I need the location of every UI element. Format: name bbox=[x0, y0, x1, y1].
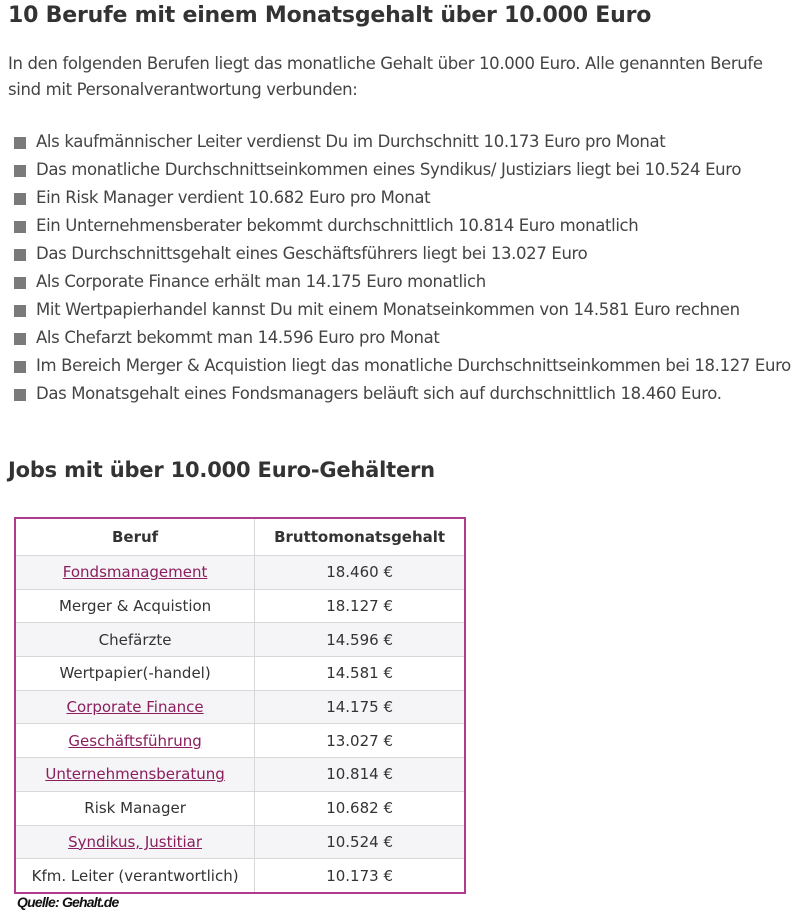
gehalt-cell: 14.596 € bbox=[255, 623, 465, 657]
beruf-cell bbox=[15, 758, 255, 792]
beruf-cell: Chefärzte bbox=[15, 623, 255, 657]
bullet-square-icon bbox=[14, 137, 26, 149]
bullet-square-icon bbox=[14, 249, 26, 261]
table-row bbox=[15, 657, 465, 691]
beruf-cell: Wertpapier(-handel) bbox=[15, 657, 255, 691]
list-item-text: Im Bereich Merger & Acquistion liegt das monatliche Durchschnittseinkommen bei 18.127 Euro bbox=[36, 356, 791, 375]
list-item bbox=[12, 297, 792, 323]
list-item bbox=[12, 241, 792, 267]
salary-table bbox=[14, 517, 466, 894]
table-row bbox=[15, 825, 465, 859]
bullet-square-icon bbox=[14, 221, 26, 233]
list-item bbox=[12, 325, 792, 351]
column-header-gehalt: Bruttomonatsgehalt bbox=[255, 518, 465, 556]
beruf-link[interactable]: Fondsmanagement bbox=[62, 563, 208, 582]
list-item-text: Ein Unternehmensberater bekommt durchschnittlich 10.814 Euro monatlich bbox=[36, 216, 639, 235]
bullet-square-icon bbox=[14, 361, 26, 373]
source-caption: Quelle: Gehalt.de bbox=[17, 894, 119, 910]
table-row bbox=[15, 758, 465, 792]
beruf-link[interactable]: Unternehmensberatung bbox=[45, 765, 225, 784]
beruf-link[interactable]: Syndikus, Justitiar bbox=[68, 832, 203, 851]
table-row bbox=[15, 724, 465, 758]
table-row bbox=[15, 859, 465, 893]
list-item-text: Als Corporate Finance erhält man 14.175 Euro monatlich bbox=[36, 272, 486, 291]
bullet-square-icon bbox=[14, 277, 26, 289]
section-heading: Jobs mit über 10.000 Euro-Gehältern bbox=[8, 458, 435, 482]
beruf-link[interactable]: Corporate Finance bbox=[66, 698, 204, 717]
gehalt-cell: 10.173 € bbox=[255, 859, 465, 893]
salary-bullet-list bbox=[12, 129, 792, 409]
table-row bbox=[15, 589, 465, 623]
bullet-square-icon bbox=[14, 305, 26, 317]
bullet-square-icon bbox=[14, 333, 26, 345]
bullet-square-icon bbox=[14, 165, 26, 177]
table-header-row bbox=[15, 518, 465, 556]
list-item-text: Ein Risk Manager verdient 10.682 Euro pro Monat bbox=[36, 188, 431, 207]
list-item bbox=[12, 353, 792, 379]
bullet-square-icon bbox=[14, 193, 26, 205]
list-item bbox=[12, 381, 792, 407]
beruf-cell bbox=[15, 724, 255, 758]
table-row bbox=[15, 791, 465, 825]
list-item bbox=[12, 185, 792, 211]
column-header-beruf: Beruf bbox=[15, 518, 255, 556]
beruf-cell bbox=[15, 556, 255, 590]
beruf-cell: Merger & Acquistion bbox=[15, 589, 255, 623]
page-title: 10 Berufe mit einem Monatsgehalt über 10.000 Euro bbox=[8, 3, 652, 28]
list-item-text: Als kaufmännischer Leiter verdienst Du im Durchschnitt 10.173 Euro pro Monat bbox=[36, 132, 666, 151]
gehalt-cell: 18.460 € bbox=[255, 556, 465, 590]
beruf-cell: Kfm. Leiter (verantwortlich) bbox=[15, 859, 255, 893]
beruf-cell bbox=[15, 825, 255, 859]
list-item-text: Das monatliche Durchschnittseinkommen eines Syndikus/ Justiziars liegt bei 10.524 Euro bbox=[36, 160, 742, 179]
beruf-cell bbox=[15, 690, 255, 724]
gehalt-cell: 14.581 € bbox=[255, 657, 465, 691]
gehalt-cell: 18.127 € bbox=[255, 589, 465, 623]
gehalt-cell: 14.175 € bbox=[255, 690, 465, 724]
beruf-cell: Risk Manager bbox=[15, 791, 255, 825]
list-item bbox=[12, 213, 792, 239]
gehalt-cell: 10.524 € bbox=[255, 825, 465, 859]
list-item-text: Das Durchschnittsgehalt eines Geschäftsführers liegt bei 13.027 Euro bbox=[36, 244, 588, 263]
table-row bbox=[15, 623, 465, 657]
list-item-text: Als Chefarzt bekommt man 14.596 Euro pro Monat bbox=[36, 328, 440, 347]
bullet-square-icon bbox=[14, 389, 26, 401]
list-item bbox=[12, 129, 792, 155]
intro-paragraph: In den folgenden Berufen liegt das monatliche Gehalt über 10.000 Euro. Alle genannten Berufe sind mit Personalverantwortung verbunden: bbox=[8, 54, 763, 99]
list-item-text: Mit Wertpapierhandel kannst Du mit einem Monatseinkommen von 14.581 Euro rechnen bbox=[36, 300, 740, 319]
list-item bbox=[12, 157, 792, 183]
gehalt-cell: 13.027 € bbox=[255, 724, 465, 758]
beruf-link[interactable]: Geschäftsführung bbox=[68, 731, 202, 750]
list-item-text: Das Monatsgehalt eines Fondsmanagers beläuft sich auf durchschnittlich 18.460 Euro. bbox=[36, 384, 722, 403]
gehalt-cell: 10.682 € bbox=[255, 791, 465, 825]
table-row bbox=[15, 690, 465, 724]
table-row bbox=[15, 556, 465, 590]
gehalt-cell: 10.814 € bbox=[255, 758, 465, 792]
list-item bbox=[12, 269, 792, 295]
